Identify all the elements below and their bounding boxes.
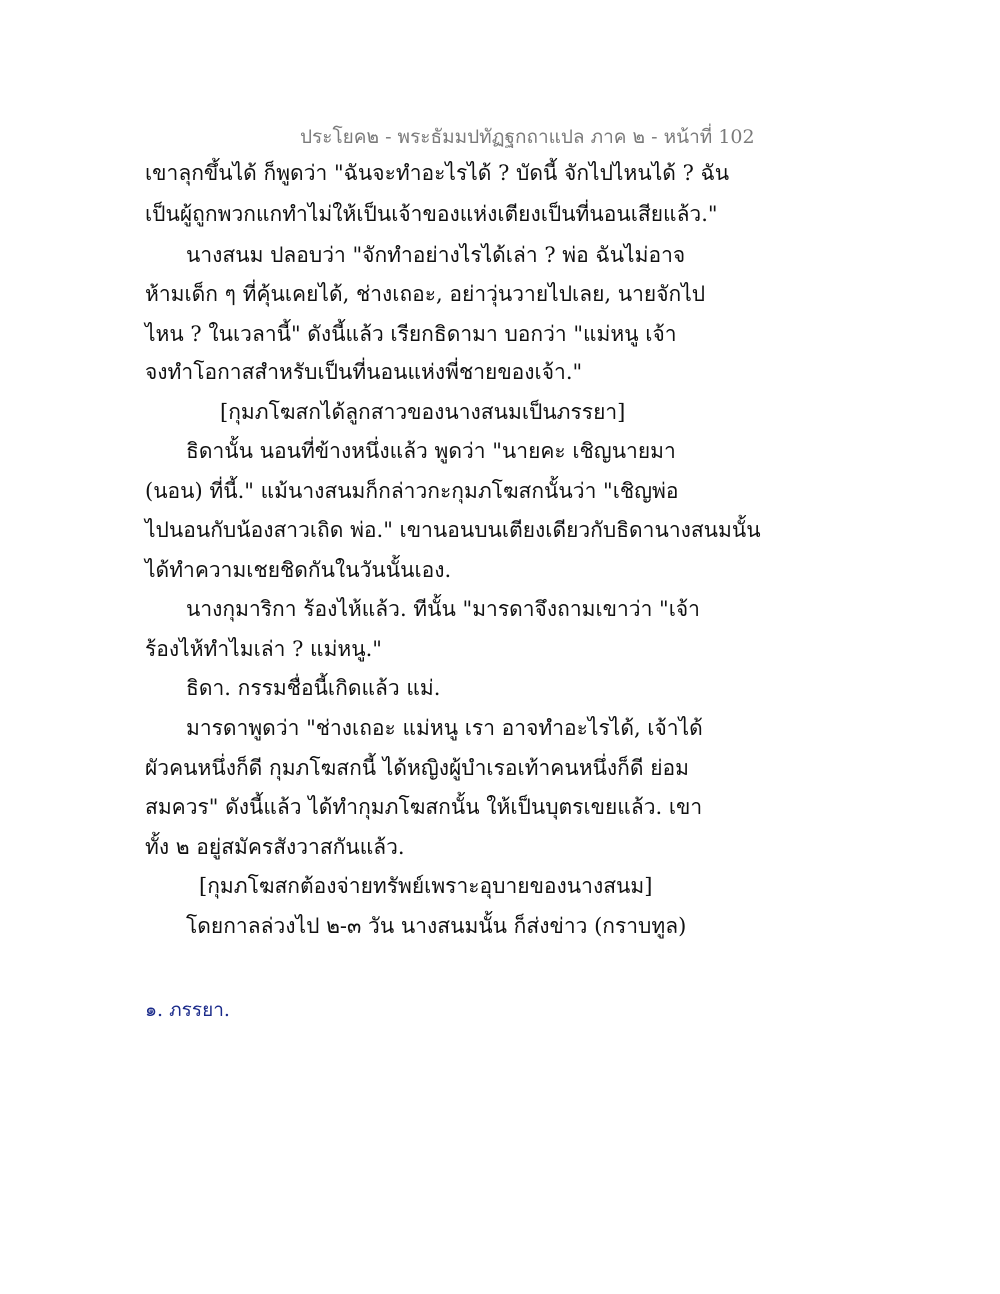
body-line-8: ธิดานั้น นอนที่ข้างหนึ่งแล้ว พูดว่า "นายคะ เชิญนายมา <box>186 439 676 463</box>
body-line-4: ห้ามเด็ก ๆ ที่คุ้นเคยได้, ช่างเถอะ, อย่าวุ่นวายไปเลย, นายจักไป <box>145 282 706 306</box>
body-line-3: นางสนม ปลอบว่า "จักทำอย่างไรได้เล่า ? พ่อ ฉันไม่อาจ <box>186 243 686 267</box>
body-line-20: โดยกาลล่วงไป ๒-๓ วัน นางสนมนั้น ก็ส่งข่าว (กราบทูล) <box>186 914 687 938</box>
section-heading-2: [กุมภโฆสกต้องจ่ายทรัพย์เพราะอุบายของนางสนม] <box>199 874 653 898</box>
running-header: ประโยค๒ - พระธัมมปทัฏฐกถาแปล ภาค ๒ - หน้าที่ 102 <box>300 126 755 148</box>
body-line-1: เขาลุกขึ้นได้ ก็พูดว่า "ฉันจะทำอะไรได้ ? บัดนี้ จักไปไหนได้ ? ฉัน <box>145 161 730 185</box>
body-line-15: มารดาพูดว่า "ช่างเถอะ แม่หนู เรา อาจทำอะไรได้, เจ้าได้ <box>186 716 703 740</box>
footnote: ๑. ภรรยา. <box>145 999 230 1021</box>
body-line-16: ผัวคนหนึ่งก็ดี กุมภโฆสกนี้ ได้หญิงผู้บำเรอเท้าคนหนึ่งก็ดี ย่อม <box>145 756 689 780</box>
body-line-6: จงทำโอกาสสำหรับเป็นที่นอนแห่งพี่ชายของเจ้า." <box>145 360 583 384</box>
body-line-12: นางกุมาริกา ร้องไห้แล้ว. ทีนั้น "มารดาจึงถามเขาว่า "เจ้า <box>186 597 700 621</box>
body-line-14: ธิดา. กรรมชื่อนี้เกิดแล้ว แม่. <box>186 676 441 700</box>
body-line-18: ทั้ง ๒ อยู่สมัครสังวาสกันแล้ว. <box>145 835 405 859</box>
body-line-17: สมควร" ดังนี้แล้ว ได้ทำกุมภโฆสกนั้น ให้เป็นบุตรเขยแล้ว. เขา <box>145 795 703 819</box>
section-heading-1: [กุมภโฆสกได้ลูกสาวของนางสนมเป็นภรรยา] <box>220 400 626 424</box>
body-line-5: ไหน ? ในเวลานี้" ดังนี้แล้ว เรียกธิดามา บอกว่า "แม่หนู เจ้า <box>145 322 677 346</box>
body-line-2: เป็นผู้ถูกพวกแกทำไม่ให้เป็นเจ้าของแห่งเตียงเป็นที่นอนเสียแล้ว." <box>145 202 718 226</box>
body-line-13: ร้องไห้ทำไมเล่า ? แม่หนู." <box>145 637 382 661</box>
body-line-11: ได้ทำความเชยชิดกันในวันนั้นเอง. <box>145 558 452 582</box>
body-line-9: (นอน) ที่นี้." แม้นางสนมก็กล่าวกะกุมภโฆสกนั้นว่า "เชิญพ่อ <box>145 479 679 503</box>
body-line-10: ไปนอนกับน้องสาวเถิด พ่อ." เขานอนบนเตียงเดียวกับธิดานางสนมนั้น <box>145 518 761 542</box>
